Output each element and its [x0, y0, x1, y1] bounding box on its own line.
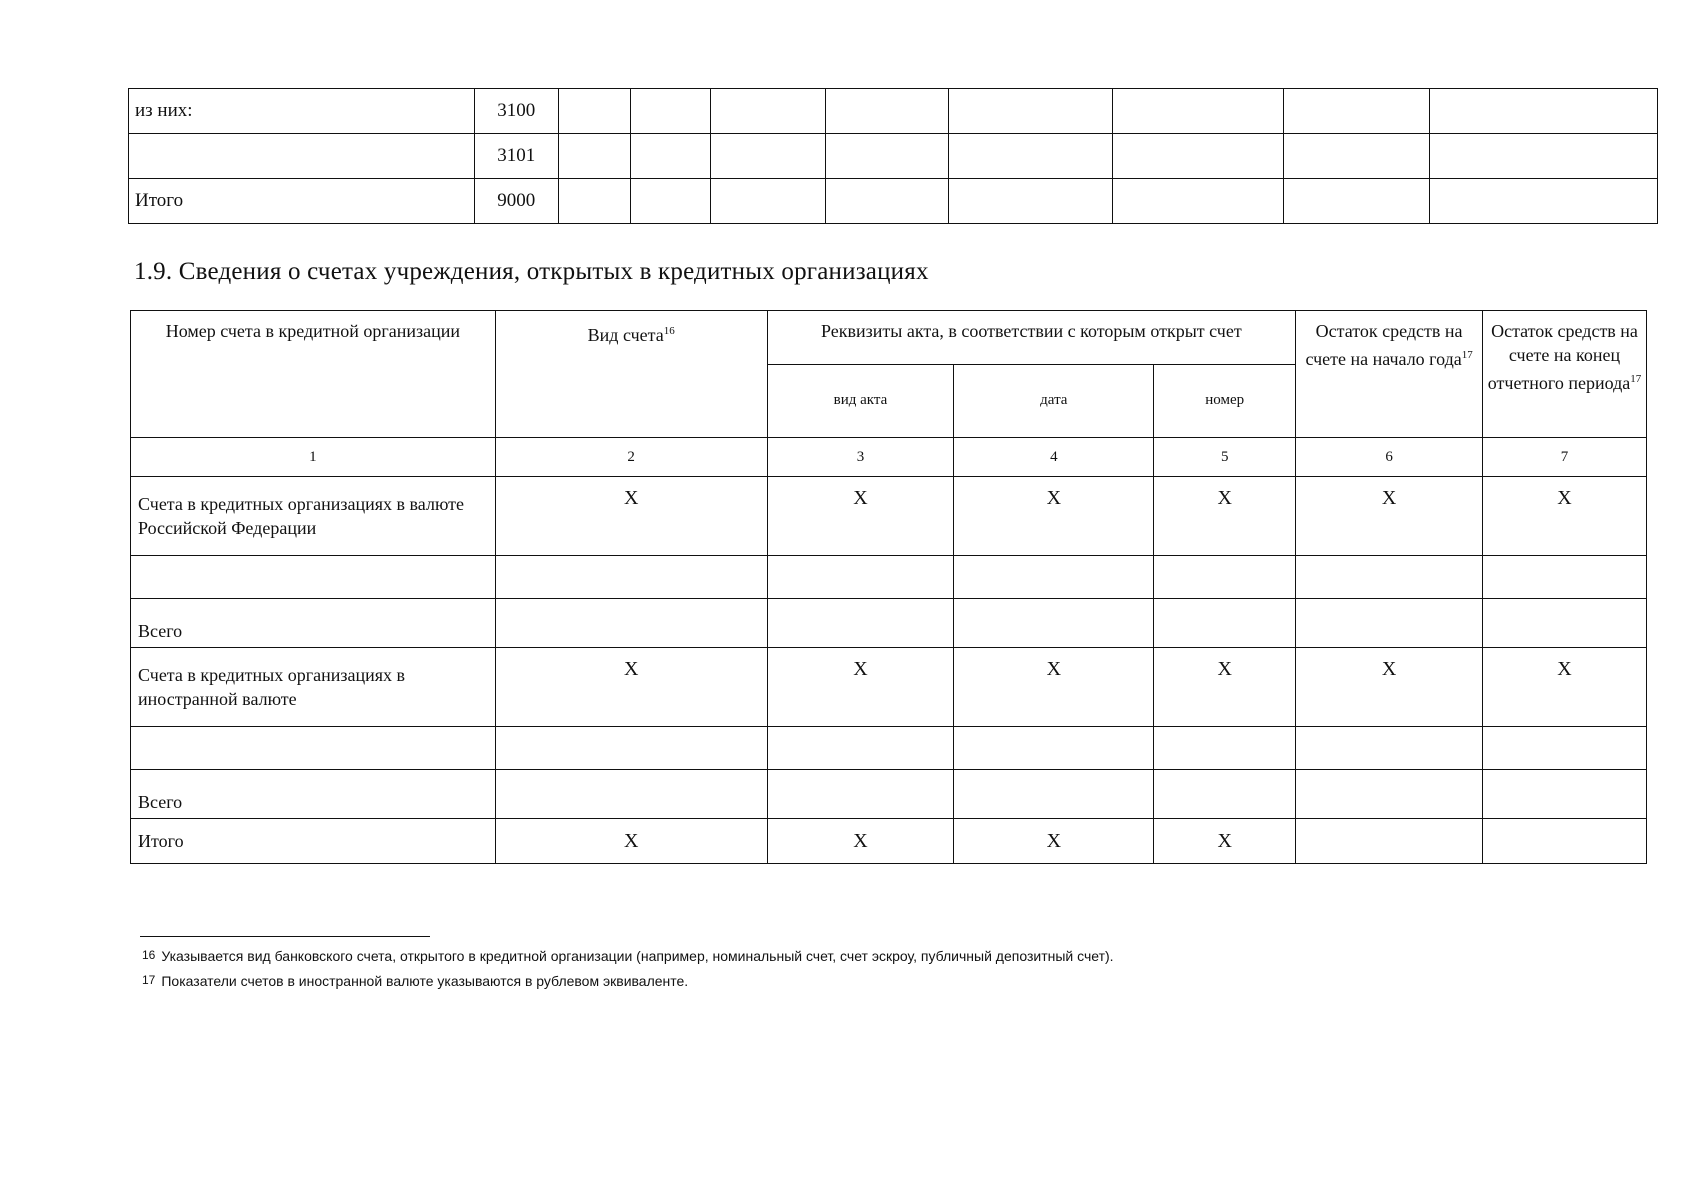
header-account-type — [495, 311, 767, 438]
table-row — [131, 599, 1647, 648]
cell — [1296, 770, 1483, 819]
footnote-text: Указывается вид банковского счета, открытого в кредитной организации (например, номинальный счет, счет эскроу, публичный депозитный счет). — [161, 948, 1114, 964]
cell — [954, 599, 1154, 648]
header-row — [131, 311, 1647, 365]
header-text: Остаток средств на счете на начало года — [1305, 321, 1463, 369]
x-mark: X — [767, 477, 954, 556]
cell — [1296, 556, 1483, 599]
cell — [495, 556, 767, 599]
cell — [710, 89, 825, 134]
column-number: 3 — [767, 438, 954, 477]
footnote-separator — [140, 936, 430, 937]
cell — [954, 770, 1154, 819]
cell — [495, 599, 767, 648]
cell — [1483, 819, 1647, 864]
cell — [1483, 727, 1647, 770]
row-code: 3100 — [474, 89, 558, 134]
row-label: Итого — [129, 179, 475, 224]
cell — [1284, 134, 1430, 179]
cell — [558, 134, 630, 179]
cell — [1483, 599, 1647, 648]
footnote-ref: 16 — [663, 325, 675, 337]
table-row — [129, 179, 1658, 224]
cell — [1154, 770, 1296, 819]
cell — [1430, 179, 1658, 224]
footnote-text: Показатели счетов в иностранной валюте указываются в рублевом эквиваленте. — [161, 973, 689, 989]
cell — [949, 179, 1113, 224]
x-mark: X — [1154, 819, 1296, 864]
table-row — [129, 134, 1658, 179]
cell — [1284, 89, 1430, 134]
cell — [1154, 727, 1296, 770]
row-label: Всего — [131, 770, 496, 819]
footnote-mark: 17 — [142, 973, 156, 987]
cell — [558, 179, 630, 224]
cell — [1296, 599, 1483, 648]
footnote-ref: 17 — [1630, 373, 1642, 385]
cell — [1430, 89, 1658, 134]
cell — [1430, 134, 1658, 179]
row-code: 9000 — [474, 179, 558, 224]
subheader-act-date: дата — [954, 364, 1154, 437]
x-mark: X — [1483, 648, 1647, 727]
row-label: Счета в кредитных организациях в иностранной валюте — [131, 648, 496, 727]
table-row — [131, 770, 1647, 819]
header-text: Реквизиты акта, в соответствии с которым открыт счет — [821, 321, 1242, 341]
cell — [630, 134, 710, 179]
subheader-act-number: номер — [1154, 364, 1296, 437]
column-number: 1 — [131, 438, 496, 477]
cell — [630, 89, 710, 134]
cell — [949, 89, 1113, 134]
section-title: 1.9. Сведения о счетах учреждения, открытых в кредитных организациях — [134, 258, 929, 285]
subheader-act-type: вид акта — [767, 364, 954, 437]
cell — [954, 556, 1154, 599]
cell — [1483, 556, 1647, 599]
row-label — [129, 134, 475, 179]
header-balance-end — [1483, 311, 1647, 438]
cell — [1154, 556, 1296, 599]
x-mark: X — [954, 819, 1154, 864]
cell — [767, 727, 954, 770]
table-row — [131, 819, 1647, 864]
x-mark: X — [954, 648, 1154, 727]
cell — [767, 770, 954, 819]
cell — [1284, 179, 1430, 224]
x-mark: X — [954, 477, 1154, 556]
x-mark: X — [767, 648, 954, 727]
cell — [825, 179, 949, 224]
cell — [1113, 179, 1284, 224]
cell — [825, 89, 949, 134]
x-mark: X — [495, 819, 767, 864]
row-label: Счета в кредитных организациях в валюте Российской Федерации — [131, 477, 496, 556]
column-number: 6 — [1296, 438, 1483, 477]
cell — [1113, 89, 1284, 134]
footnote-ref: 17 — [1461, 349, 1473, 361]
column-number-row — [131, 438, 1647, 477]
row-label: Всего — [131, 599, 496, 648]
cell — [949, 134, 1113, 179]
x-mark: X — [495, 648, 767, 727]
footnote-17 — [142, 973, 688, 989]
cell — [1296, 727, 1483, 770]
column-number: 5 — [1154, 438, 1296, 477]
column-number: 4 — [954, 438, 1154, 477]
cell — [1154, 599, 1296, 648]
x-mark: X — [1296, 477, 1483, 556]
table-row — [131, 727, 1647, 770]
x-mark: X — [1154, 648, 1296, 727]
column-number: 7 — [1483, 438, 1647, 477]
cell — [558, 89, 630, 134]
cell — [495, 770, 767, 819]
top-table — [128, 88, 1658, 224]
cell — [954, 727, 1154, 770]
cell — [710, 134, 825, 179]
cell — [495, 727, 767, 770]
cell — [131, 556, 496, 599]
table-row — [131, 556, 1647, 599]
column-number: 2 — [495, 438, 767, 477]
cell — [1296, 819, 1483, 864]
table-row — [129, 89, 1658, 134]
x-mark: X — [1154, 477, 1296, 556]
x-mark: X — [767, 819, 954, 864]
cell — [630, 179, 710, 224]
x-mark: X — [495, 477, 767, 556]
row-code: 3101 — [474, 134, 558, 179]
x-mark: X — [1483, 477, 1647, 556]
cell — [131, 727, 496, 770]
cell — [710, 179, 825, 224]
footnote-mark: 16 — [142, 948, 156, 962]
footnote-16 — [142, 948, 1114, 964]
header-balance-start — [1296, 311, 1483, 438]
table-row — [131, 648, 1647, 727]
header-text: Вид счета — [587, 325, 664, 345]
header-text: Остаток средств на счете на конец отчетного периода — [1487, 321, 1638, 393]
cell — [767, 556, 954, 599]
accounts-table — [130, 310, 1647, 864]
header-account-number — [131, 311, 496, 438]
row-label: из них: — [129, 89, 475, 134]
header-act-details — [767, 311, 1296, 365]
x-mark: X — [1296, 648, 1483, 727]
cell — [1113, 134, 1284, 179]
cell — [767, 599, 954, 648]
table-row — [131, 477, 1647, 556]
cell — [825, 134, 949, 179]
header-text: Номер счета в кредитной организации — [165, 321, 461, 341]
row-label: Итого — [131, 819, 496, 864]
cell — [1483, 770, 1647, 819]
